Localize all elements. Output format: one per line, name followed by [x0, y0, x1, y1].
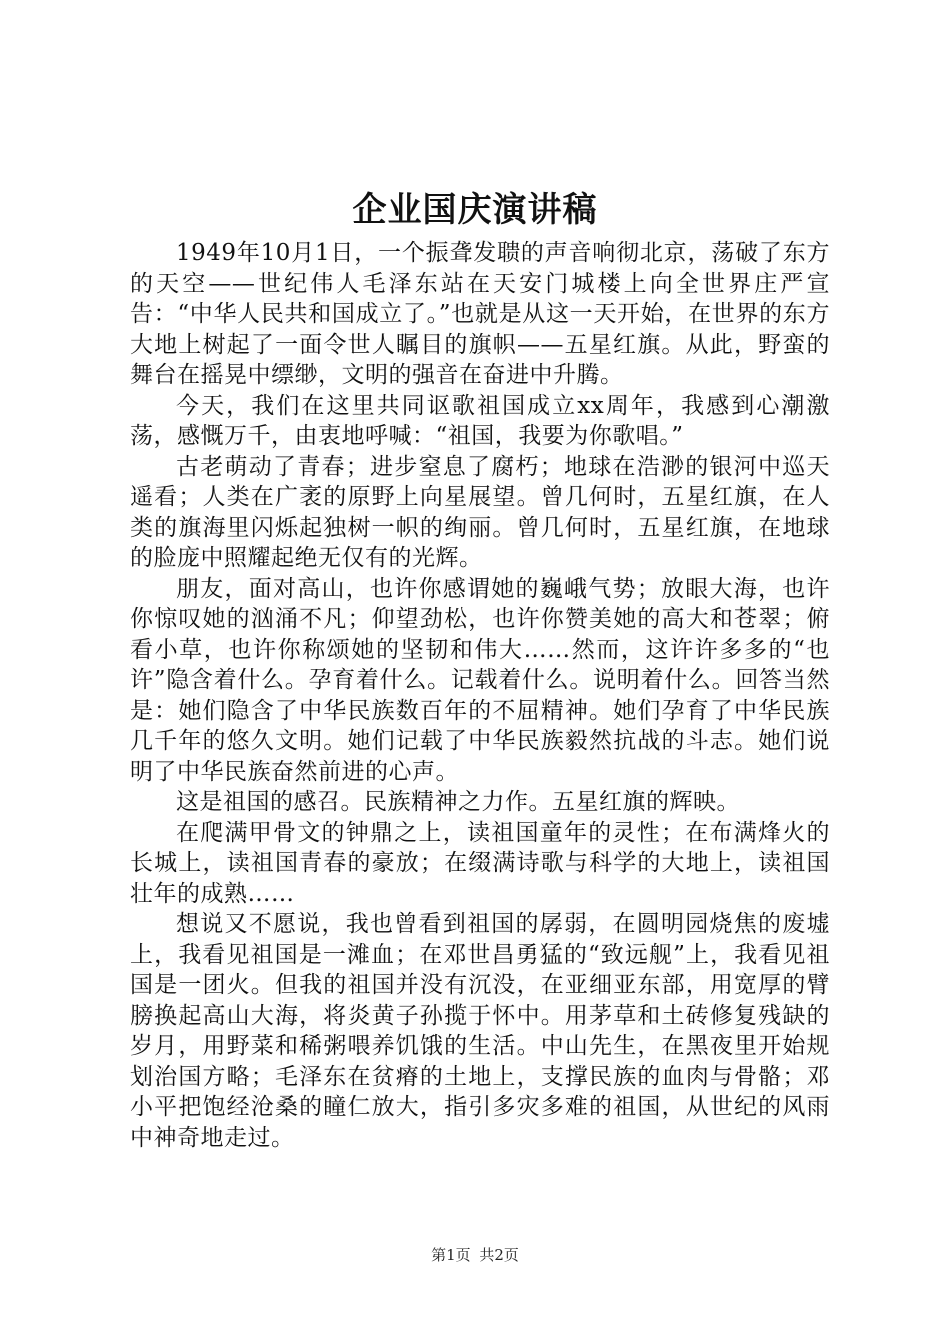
document-title: 企业国庆演讲稿 [352, 190, 598, 230]
paragraph: 古老萌动了青春；进步窒息了腐朽；地球在浩渺的银河中巡天遥看；人类在广袤的原野上向星展望。曾几何时，五星红旗，在人类的旗海里闪烁起独树一帜的绚丽。曾几何时，五星红旗，在地球的脸庞中照耀起绝无仅有的光辉。 [130, 453, 830, 571]
paragraph: 想说又不愿说，我也曾看到祖国的孱弱，在圆明园烧焦的废墟上，我看见祖国是一滩血；在邓世昌勇猛的“致远舰”上，我看见祖国是一团火。但我的祖国并没有沉没，在亚细亚东部，用宽厚的臂膀换起高山大海，将炎黄子孙揽于怀中。用茅草和土砖修复残缺的岁月，用野菜和稀粥喂养饥饿的生活。中山先生，在黑夜里开始规划治国方略；毛泽东在贫瘠的土地上，支撑民族的血肉与骨骼；邓小平把饱经沧桑的瞳仁放大，指引多灾多难的祖国，从世纪的风雨中神奇地走过。 [130, 911, 830, 1151]
paragraph: 在爬满甲骨文的钟鼎之上，读祖国童年的灵性；在布满烽火的长城上，读祖国青春的豪放；在缀满诗歌与科学的大地上，读祖国壮年的成熟…… [130, 819, 830, 907]
paragraph: 今天，我们在这里共同讴歌祖国成立xx周年，我感到心潮激荡，感慨万千，由衷地呼喊：“祖国，我要为你歌唱。” [130, 392, 830, 449]
document-body [130, 238, 830, 1153]
paragraph: 朋友，面对高山，也许你感谓她的巍峨气势；放眼大海，也许你惊叹她的汹涌不凡；仰望劲松，也许你赞美她的高大和苍翠；俯看小草，也许你称颂她的坚韧和伟大……然而，这许许多多的“也许”隐含着什么。孕育着什么。记载着什么。说明着什么。回答当然是：她们隐含了中华民族数百年的不屈精神。她们孕育了中华民族几千年的悠久文明。她们记载了中华民族毅然抗战的斗志。她们说明了中华民族奋然前进的心声。 [130, 575, 830, 785]
page-number: 第1页 [431, 1246, 471, 1264]
paragraph: 这是祖国的感召。民族精神之力作。五星红旗的辉映。 [176, 789, 740, 815]
page-footer [0, 1245, 950, 1265]
total-pages: 共2页 [479, 1246, 519, 1264]
paragraph: 1949年10月1日，一个振聋发聩的声音响彻北京，荡破了东方的天空——世纪伟人毛泽东站在天安门城楼上向全世界庄严宣告：“中华人民共和国成立了。”也就是从这一天开始，在世界的东方大地上树起了一面令世人瞩目的旗帜——五星红旗。从此，野蛮的舞台在摇晃中缥缈，文明的强音在奋进中升腾。 [130, 240, 830, 388]
